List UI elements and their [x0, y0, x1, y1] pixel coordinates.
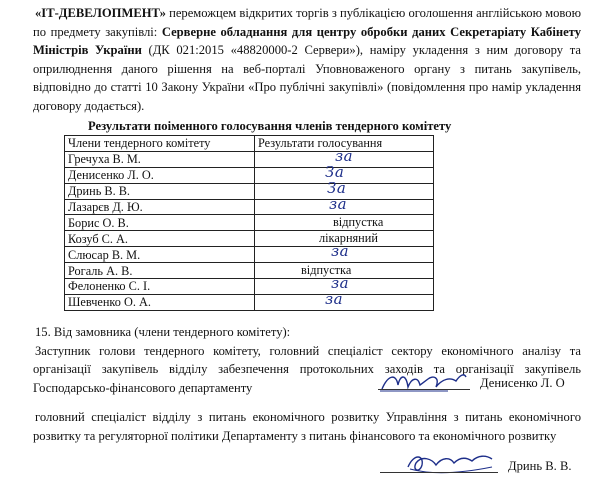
table-row [65, 215, 434, 231]
signature-line-1 [378, 389, 470, 390]
member-name: Козуб С. А. [65, 231, 255, 247]
header-results: Результати голосування [255, 136, 434, 152]
vote-result-cell [255, 242, 434, 263]
signature-1 [378, 367, 470, 397]
typed-vote: відпустка [301, 263, 352, 278]
signature-line-2 [380, 472, 498, 473]
handwritten-vote: За [327, 178, 347, 197]
table-row [65, 279, 434, 295]
vote-result-cell [255, 215, 434, 231]
section-15-heading: 15. Від замовника (члени тендерного комітету): [35, 325, 291, 339]
signature-2 [402, 449, 498, 479]
handwritten-vote: За [325, 162, 345, 181]
table-row [65, 183, 434, 199]
intro-text-1: переможцем відкритих торгів з публікацією оголошення англійською мовою по предмету закупівлі: [33, 6, 581, 39]
member-name: Гречуха В. М. [65, 151, 255, 167]
table-row [65, 167, 434, 183]
role-2: головний спеціаліст відділу з питань економічного розвитку Управління з питань економічного розвитку та регуляторної політики Департаменту з питань фінансового та економічного розвитку [33, 410, 581, 443]
table-row [65, 294, 434, 310]
signatory-2-name: Дринь В. В. [508, 459, 572, 473]
typed-vote: лікарняний [319, 231, 378, 246]
member-name: Слюсар В. М. [65, 247, 255, 263]
procurement-subject: Серверне обладнання для центру обробки даних Секретаріату Кабінету Міністрів України [33, 24, 581, 57]
table-row [65, 247, 434, 263]
member-name: Борис О. В. [65, 215, 255, 231]
intro-text-2: (ДК 021:2015 «48820000-2 Сервери»), наміру укладення з ним договору та оприлюднення даного рішення на веб-порталі Уповноваженого органу з питань закупівель, відповідно до статті 10 Закону України «Про публічні закупівлі» (повідомлення про намір укладення договору додається). [33, 43, 581, 113]
company-name: «ІТ-ДЕВЕЛОПМЕНТ» [35, 6, 166, 20]
member-name: Лазарєв Д. Ю. [65, 199, 255, 215]
role-1: Заступник голови тендерного комітету, головний спеціаліст сектору економічного аналізу та організації закупівель відділу забезпечення протокольних заходів та організації закупівель Господарсько-фінансового департаменту [33, 343, 581, 395]
vote-result-cell [255, 289, 434, 310]
signatory-1-name: Денисенко Л. О [480, 376, 565, 390]
member-name: Дринь В. В. [65, 183, 255, 199]
member-name: Шевченко О. А. [65, 294, 255, 310]
vote-result-cell [255, 194, 434, 215]
table-header-row [65, 136, 434, 152]
table-row [65, 151, 434, 167]
handwritten-vote: за [335, 146, 354, 165]
voting-caption: Результати поіменного голосування членів тендерного комітету [88, 119, 452, 133]
header-members: Члени тендерного комітету [65, 136, 255, 152]
table-row [65, 231, 434, 247]
table-row [65, 199, 434, 215]
handwritten-vote: за [325, 289, 344, 308]
voting-table [64, 135, 434, 311]
member-name: Денисенко Л. О. [65, 167, 255, 183]
typed-vote: відпустка [333, 215, 384, 230]
member-name: Рогаль А. В. [65, 263, 255, 279]
handwritten-vote: за [329, 194, 348, 213]
member-name: Фелоненко С. І. [65, 279, 255, 295]
table-row [65, 263, 434, 279]
handwritten-vote: за [331, 274, 350, 293]
handwritten-vote: за [331, 242, 350, 261]
vote-result-cell [255, 274, 434, 295]
intro-paragraph [33, 4, 581, 115]
